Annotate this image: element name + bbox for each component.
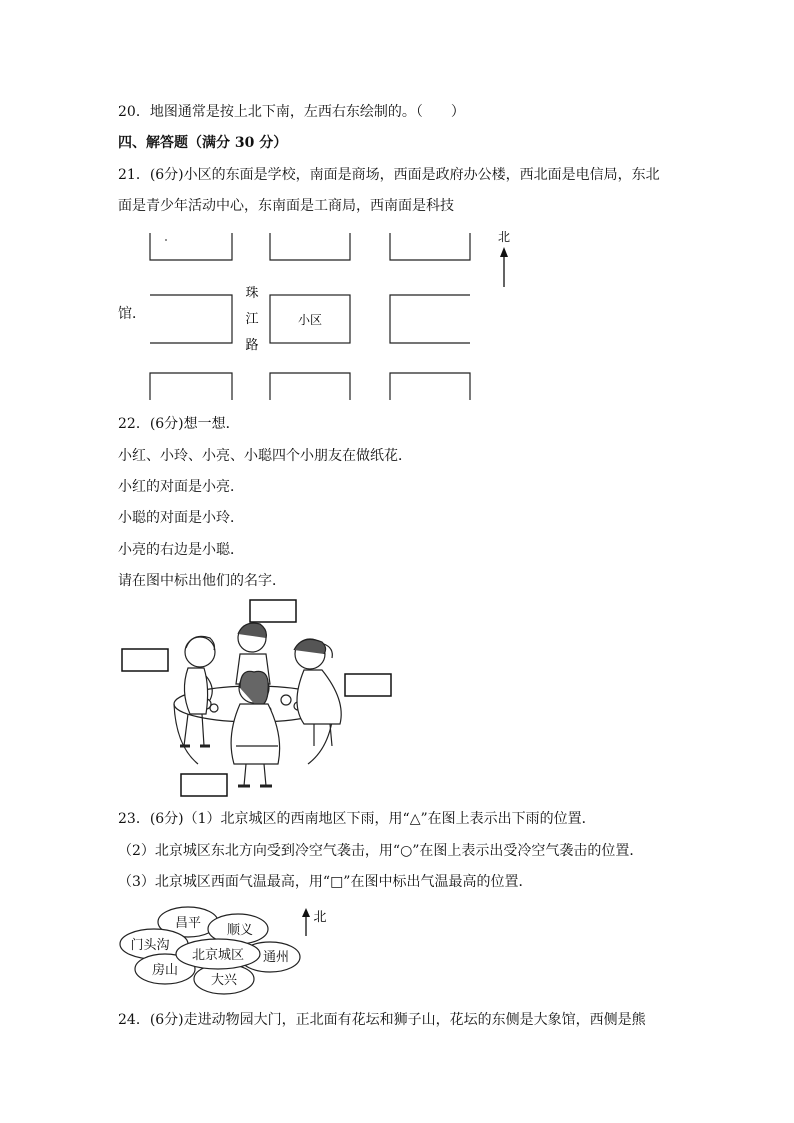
children-illustration <box>118 596 398 800</box>
block-w <box>150 295 232 343</box>
road-char-2: 江 <box>245 312 259 327</box>
road-char-3: 路 <box>245 338 259 353</box>
block-e <box>390 295 470 343</box>
road-char-1: 珠 <box>245 286 259 301</box>
block-s <box>270 373 350 400</box>
question-22-line4: 小亮的右边是小聪． <box>118 542 244 558</box>
beijing-district-map <box>118 902 338 998</box>
question-22-line5: 请在图中标出他们的名字． <box>118 573 286 589</box>
community-label: 小区 <box>297 313 323 327</box>
north-arrow-icon <box>500 247 508 287</box>
block-ne <box>390 233 470 260</box>
label-daxing: 大兴 <box>210 973 238 988</box>
name-box-bottom[interactable] <box>181 774 227 796</box>
question-22-line3: 小聪的对面是小玲． <box>118 510 244 526</box>
north-label: 北 <box>497 230 511 244</box>
name-box-right[interactable] <box>345 674 391 696</box>
question-23-line2: （2）北京城区东北方向受到冷空气袭击，用“○”在图上表示出受冷空气袭击的位置． <box>118 843 644 859</box>
name-box-left[interactable] <box>122 649 168 671</box>
question-21-side-text: 馆． <box>118 306 146 322</box>
question-21-line1: 21．(6分)小区的东面是学校，南面是商场，西面是政府办公楼，西北面是电信局，东北 <box>118 167 660 183</box>
question-24: 24．(6分)走进动物园大门，正北面有花坛和狮子山，花坛的东侧是大象馆，西侧是熊 <box>118 1012 646 1028</box>
section-heading: 四、解答题（满分 30 分） <box>118 135 288 151</box>
north-arrow-icon <box>302 908 310 936</box>
label-changping: 昌平 <box>174 916 202 931</box>
question-22-line1: 小红、小玲、小亮、小聪四个小朋友在做纸花． <box>118 448 412 464</box>
block-nw <box>150 233 232 260</box>
name-box-top[interactable] <box>250 600 296 622</box>
block-n <box>270 233 350 260</box>
block-sw <box>150 373 232 400</box>
question-23-line1: 23．(6分)（1）北京城区的西南地区下雨，用“△”在图上表示出下雨的位置． <box>118 811 596 827</box>
label-shunyi: 顺义 <box>226 923 254 938</box>
child-right <box>294 639 341 746</box>
label-mentougou: 门头沟 <box>130 938 170 953</box>
question-20: 20．地图通常是按上北下南，左西右东绘制的。（ ） <box>118 104 465 120</box>
question-21-line2: 面是青少年活动中心，东南面是工商局，西南面是科技 <box>118 198 454 214</box>
q21-street-map <box>140 225 520 403</box>
north-label: 北 <box>313 910 327 925</box>
block-se <box>390 373 470 400</box>
label-tongzhou: 通州 <box>262 950 290 965</box>
label-beijing-urban: 北京城区 <box>191 948 245 963</box>
question-22-title: 22．(6分)想一想． <box>118 416 240 432</box>
question-22-line2: 小红的对面是小亮． <box>118 479 244 495</box>
label-fangshan: 房山 <box>151 963 179 978</box>
question-23-line3: （3）北京城区西面气温最高，用“□”在图中标出气温最高的位置． <box>118 874 533 890</box>
